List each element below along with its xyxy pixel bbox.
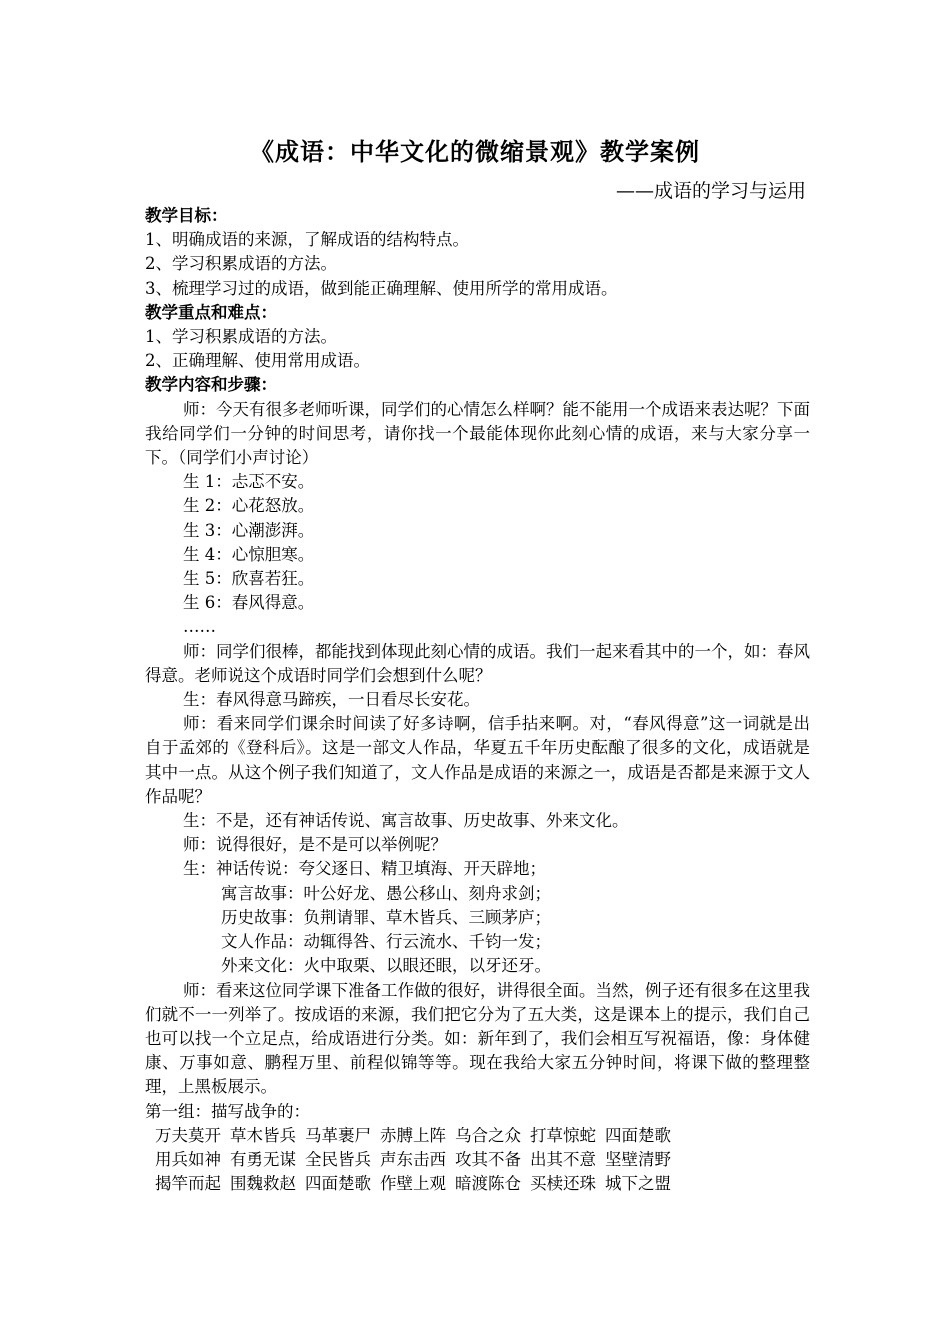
example-line: 文人作品：动辄得咎、行云流水、千钧一发；	[221, 932, 551, 952]
idiom: 围魏救赵	[230, 1174, 296, 1194]
student-answer: 生 1：忐忑不安。	[183, 472, 315, 492]
idiom: 坚壁清野	[605, 1149, 671, 1169]
idiom: 马革裹尸	[305, 1125, 371, 1145]
goal-item: 2、学习积累成语的方法。	[145, 254, 337, 274]
idiom: 城下之盟	[605, 1174, 671, 1194]
paragraph-teacher: 师：看来这位同学课下准备工作做的很好，讲得很全面。当然，例子还有很多在这里我们就不一一列举了。按成语的来源，我们把它分为了五大类，这是课本上的提示，我们自己也可以找一个立足点，给成语进行分类。如：新年到了，我们会相互写祝福语，像：身体健康、万事如意、鹏程万里、前程似锦等等。现在我给大家五分钟时间，将课下做的整理整理，上黑板展示。	[145, 980, 810, 1097]
goal-item: 3、梳理学习过的成语，做到能正确理解、使用所学的常用成语。	[145, 278, 618, 298]
focus-heading: 教学重点和难点：	[145, 302, 277, 322]
paragraph-teacher: 师：看来同学们课余时间读了好多诗啊，信手拈来啊。对，“春风得意”这一词就是出自于孟郊的《登科后》。这是一部文人作品，华夏五千年历史酝酿了很多的文化，成语就是其中一点。从这个例子我们知道了，文人作品是成语的来源之一，成语是否都是来源于文人作品呢？	[145, 714, 810, 806]
goal-item: 1、明确成语的来源，了解成语的结构特点。	[145, 230, 469, 250]
paragraph-student: 生：春风得意马蹄疾，一日看尽长安花。	[183, 690, 480, 710]
steps-heading: 教学内容和步骤：	[145, 375, 277, 395]
paragraph-student-examples: 生：神话传说：夸父逐日、精卫填海、开天辟地；	[183, 859, 546, 879]
idiom: 四面楚歌	[605, 1125, 671, 1145]
paragraph-teacher: 师：同学们很棒，都能找到体现此刻心情的成语。我们一起来看其中的一个，如：春风得意。老师说这个成语时同学们会想到什么呢？	[145, 641, 810, 685]
student-answer: 生 4：心惊胆寒。	[183, 544, 315, 564]
idiom: 草木皆兵	[230, 1125, 296, 1145]
idiom: 用兵如神	[155, 1149, 221, 1169]
goals-heading: 教学目标：	[145, 206, 228, 225]
paragraph-student: 生：不是，还有神话传说、寓言故事、历史故事、外来文化。	[183, 811, 629, 831]
student-answer: 生 6：春风得意。	[183, 593, 315, 613]
idiom: 攻其不备	[455, 1149, 521, 1169]
idiom: 赤膊上阵	[380, 1125, 446, 1145]
idiom-row	[145, 1148, 810, 1172]
example-line: 外来文化：火中取栗、以眼还眼，以牙还牙。	[221, 956, 551, 976]
document-body	[145, 204, 810, 1196]
idiom: 买椟还珠	[530, 1174, 596, 1194]
paragraph-teacher: 师：说得很好，是不是可以举例呢？	[183, 835, 447, 855]
ellipsis: ……	[183, 617, 216, 637]
idiom: 揭竿而起	[155, 1174, 221, 1194]
document-title: 《成语：中华文化的微缩景观》教学案例	[250, 138, 700, 166]
focus-item: 2、正确理解、使用常用成语。	[145, 351, 370, 371]
student-answer: 生 3：心潮澎湃。	[183, 520, 315, 540]
idiom-row	[145, 1172, 810, 1196]
paragraph-teacher-intro: 师：今天有很多老师听课，同学们的心情怎么样啊？能不能用一个成语来表达呢？下面我给同学们一分钟的时间思考，请你找一个最能体现你此刻心情的成语，来与大家分享一下。（同学们小声讨论）	[145, 399, 810, 468]
idiom: 乌合之众	[455, 1125, 521, 1145]
idiom: 暗渡陈仓	[455, 1174, 521, 1194]
idiom: 作壁上观	[380, 1174, 446, 1194]
group1-heading: 第一组：描写战争的：	[145, 1101, 310, 1121]
idiom: 打草惊蛇	[530, 1125, 596, 1145]
focus-item: 1、学习积累成语的方法。	[145, 327, 337, 347]
idiom: 万夫莫开	[155, 1125, 221, 1145]
idiom: 全民皆兵	[305, 1149, 371, 1169]
document-subtitle: ——成语的学习与运用	[615, 180, 806, 202]
idiom: 四面楚歌	[305, 1174, 371, 1194]
student-answer: 生 2：心花怒放。	[183, 496, 315, 516]
idiom: 出其不意	[530, 1149, 596, 1169]
idiom-row	[145, 1124, 810, 1148]
idiom: 声东击西	[380, 1149, 446, 1169]
example-line: 历史故事：负荆请罪、草木皆兵、三顾茅庐；	[221, 907, 551, 927]
idiom: 有勇无谋	[230, 1149, 296, 1169]
example-line: 寓言故事：叶公好龙、愚公移山、刻舟求剑；	[221, 883, 551, 903]
student-answer: 生 5：欣喜若狂。	[183, 569, 315, 589]
